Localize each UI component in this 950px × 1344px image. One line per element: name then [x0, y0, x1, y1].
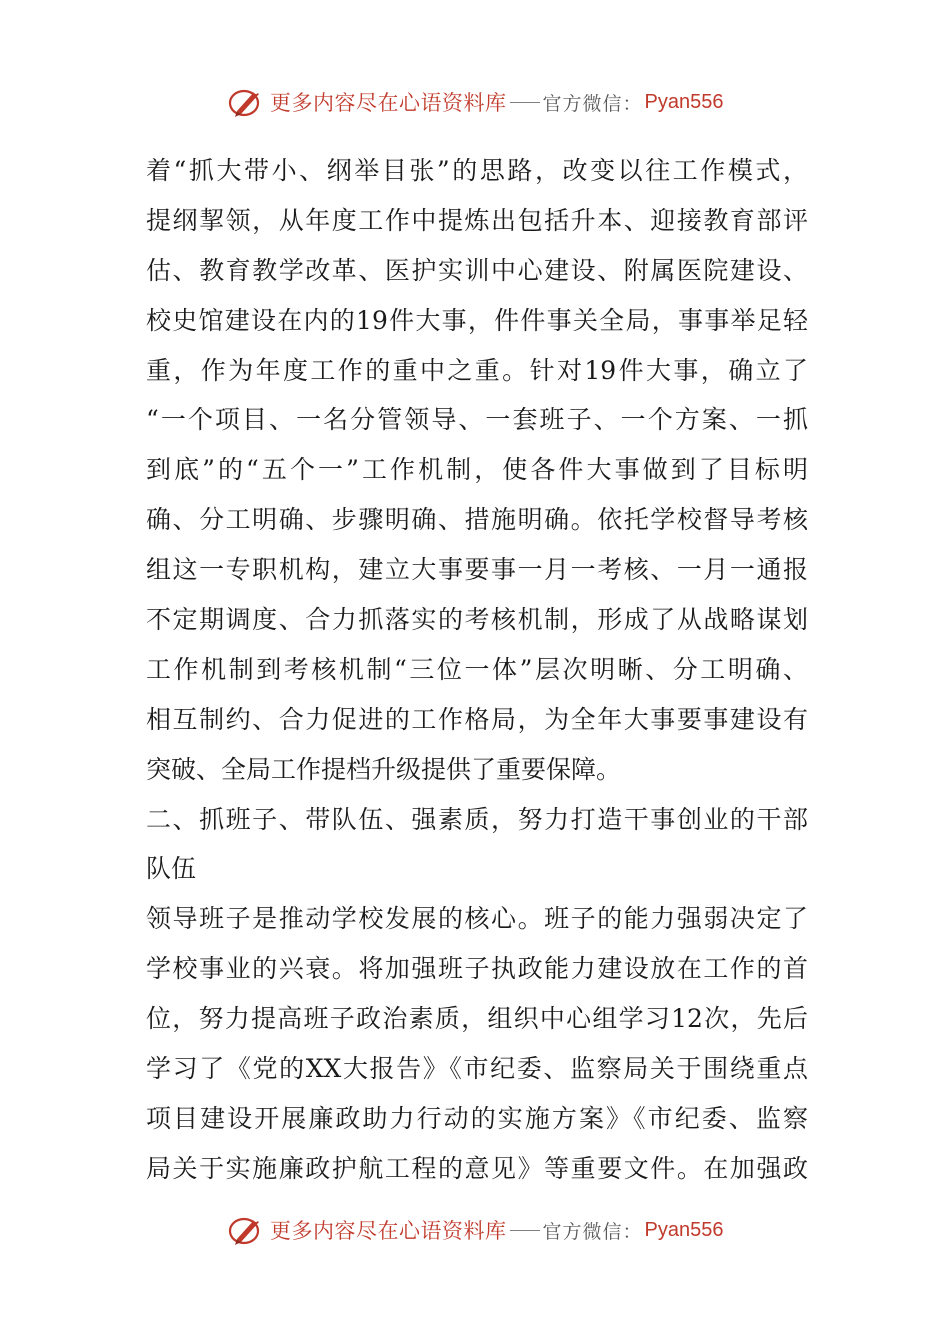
text-line: 项目建设开展廉政助力行动的实施方案》《市纪委、监察	[146, 1103, 808, 1133]
banner-brand-text: 更多内容尽在心语资料库	[270, 1219, 507, 1243]
section-heading-line: 队伍	[146, 854, 197, 884]
text-line: 估、教育教学改革、医护实训中心建设、附属医院建设、	[146, 255, 808, 285]
pen-logo-icon	[228, 84, 264, 120]
text-line: 工作机制到考核机制“三位一体”层次明晰、分工明确、	[146, 654, 808, 684]
text-line: 提纲挈领，从年度工作中提炼出包括升本、迎接教育部评	[146, 205, 808, 235]
header-banner	[228, 82, 723, 122]
document-body	[146, 146, 808, 1194]
text-line: 学校事业的兴衰。将加强班子执政能力建设放在工作的首	[146, 954, 808, 984]
text-line: 到底”的“五个一”工作机制，使各件大事做到了目标明	[146, 455, 808, 485]
text-line: 局关于实施廉政护航工程的意见》等重要文件。在加强政	[146, 1153, 808, 1183]
banner-official-label: 官方微信：	[542, 92, 643, 115]
pen-logo-icon	[228, 1212, 264, 1248]
text-line: 重，作为年度工作的重中之重。针对19件大事，确立了	[146, 355, 808, 385]
text-line: “一个项目、一名分管领导、一套班子、一个方案、一抓	[146, 405, 808, 435]
text-line: 学习了《党的XX大报告》《市纪委、监察局关于围绕重点	[146, 1054, 808, 1084]
text-line: 不定期调度、合力抓落实的考核机制，形成了从战略谋划	[146, 605, 808, 635]
banner-dash	[510, 102, 540, 103]
banner-wechat-id: Pyan556	[644, 1218, 724, 1241]
footer-banner	[228, 1210, 723, 1250]
text-line: 确、分工明确、步骤明确、措施明确。依托学校督导考核	[146, 505, 808, 535]
banner-wechat-id: Pyan556	[644, 90, 724, 113]
banner-dash	[510, 1230, 540, 1231]
text-line: 相互制约、合力促进的工作格局，为全年大事要事建设有	[146, 704, 808, 734]
text-line: 突破、全局工作提档升级提供了重要保障。	[146, 754, 622, 784]
text-line: 位，努力提高班子政治素质，组织中心组学习12次，先后	[146, 1004, 808, 1034]
section-heading-line: 二、抓班子、带队伍、强素质，努力打造干事创业的干部	[146, 804, 808, 834]
text-line: 校史馆建设在内的19件大事，件件事关全局，事事举足轻	[146, 305, 808, 335]
text-line: 领导班子是推动学校发展的核心。班子的能力强弱决定了	[146, 904, 808, 934]
banner-brand-text: 更多内容尽在心语资料库	[270, 91, 507, 115]
text-line: 组这一专职机构，建立大事要事一月一考核、一月一通报	[146, 555, 808, 585]
banner-official-label: 官方微信：	[542, 1220, 643, 1243]
text-line: 着“抓大带小、纲举目张”的思路，改变以往工作模式，	[146, 156, 808, 185]
